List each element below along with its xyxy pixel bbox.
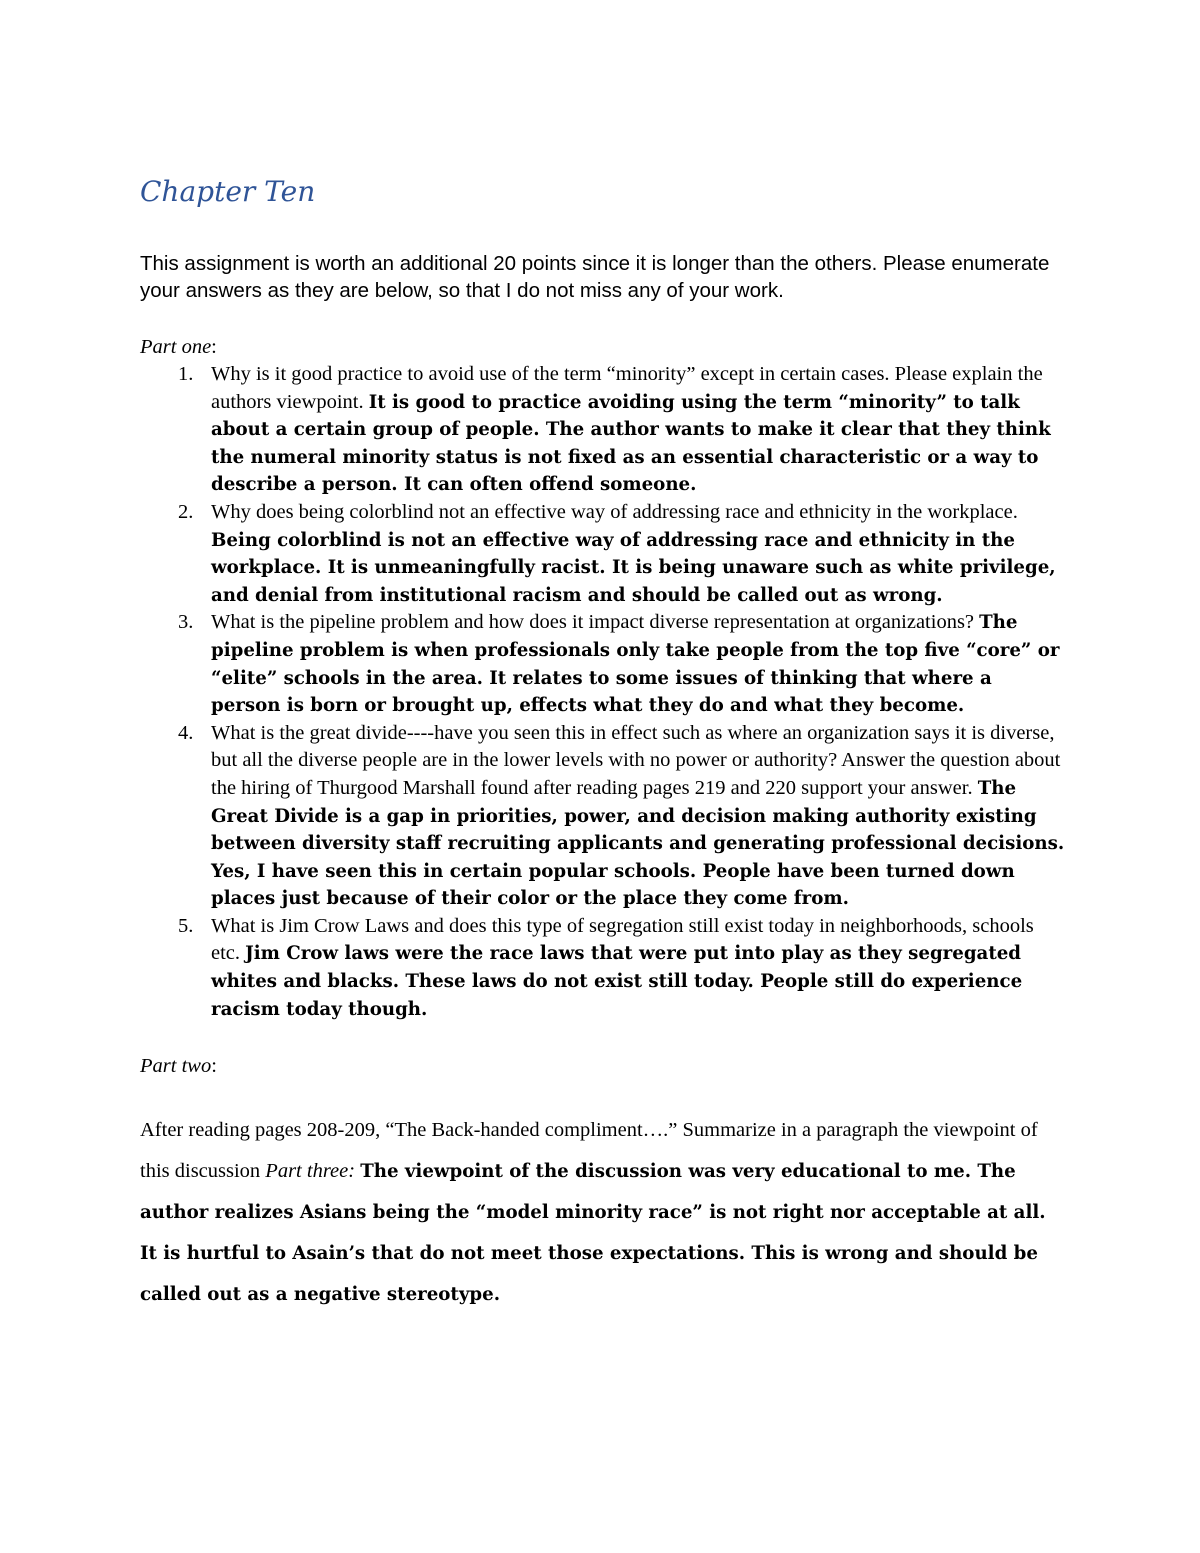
question-item	[140, 361, 1065, 499]
question-list	[140, 361, 1065, 1023]
question-item	[140, 720, 1065, 913]
assignment-intro: This assignment is worth an additional 20 points since it is longer than the others. Please enumerate your answers as they are below, so that I do not miss any of your work.	[140, 252, 1050, 302]
question-item	[140, 499, 1065, 609]
question-item	[140, 609, 1065, 719]
part-two-label: Part two	[140, 1055, 212, 1078]
question-text: What is the great divide----have you seen this in effect such as where an organization says it is diverse, but all the diverse people are in the lower levels with no power or authority? Answer the question about the hiring of Thurgood Marshall found after reading pages 219 and 220 support your answer.	[211, 721, 1061, 799]
question-number: 5.	[178, 914, 194, 937]
document-page	[140, 172, 1065, 1315]
part-one-heading	[140, 334, 1065, 361]
answer-text: Being colorblind is not an effective way of addressing race and ethnicity in the workplace. It is unmeaningfully racist. It is being unaware such as white privilege, and denial from institutional racism and should be called out as wrong.	[211, 529, 1056, 606]
part-one-colon: :	[211, 336, 217, 358]
answer-text: The pipeline problem is when professionals only take people from the top five “core” or “elite” schools in the area. It relates to some issues of thinking that where a person is born or brought up, effects what they do and what they become.	[211, 612, 1060, 717]
answer-text: It is good to practice avoiding using the term “minority” to talk about a certain group of people. The author wants to make it clear that they think the numeral minority status is not fixed as an essential characteristic or a way to describe a person. It can often offend someone.	[211, 391, 1051, 496]
answer-text: The Great Divide is a gap in priorities, power, and decision making authority existing between diversity staff recruiting applicants and generating professional decisions. Yes, I have seen this in certain popular schools. People have been turned down places just because of their color or the place they come from.	[211, 777, 1065, 910]
part-two-answer: The viewpoint of the discussion was very educational to me. The author realizes Asians being the “model minority race” is not right nor acceptable at all. It is hurtful to Asain’s that do not meet those expectations. This is wrong and should be called out as a negative stereotype.	[140, 1161, 1046, 1306]
question-text: What is the pipeline problem and how does it impact diverse representation at organizations?	[211, 611, 975, 634]
part-two-colon: :	[211, 1055, 217, 1078]
question-item	[140, 913, 1065, 1023]
question-number: 2.	[178, 500, 194, 523]
answer-text: Jim Crow laws were the race laws that were put into play as they segregated whites and blacks. These laws do not exist still today. People still do experience racism today though.	[211, 943, 1023, 1020]
chapter-title: Chapter Ten	[140, 175, 316, 208]
part-two-heading	[140, 1053, 1065, 1080]
question-text: Why is it good practice to avoid use of the term “minority” except in certain cases. Please explain the authors viewpoint.	[211, 363, 1043, 413]
question-text: Why does being colorblind not an effective way of addressing race and ethnicity in the workplace.	[211, 500, 1018, 523]
question-number: 3.	[178, 611, 194, 634]
part-two-prompt: After reading pages 208-209, “The Back-handed compliment….” Summarize in a paragraph the viewpoint of this discussion	[140, 1119, 1038, 1183]
question-number: 1.	[178, 363, 194, 385]
question-text: What is Jim Crow Laws and does this type of segregation still exist today in neighborhoods, schools etc.	[211, 914, 1034, 965]
part-one-label: Part one	[140, 336, 212, 358]
part-three-label: Part three:	[265, 1160, 356, 1183]
part-two-paragraph	[140, 1110, 1065, 1315]
question-number: 4.	[178, 721, 194, 744]
